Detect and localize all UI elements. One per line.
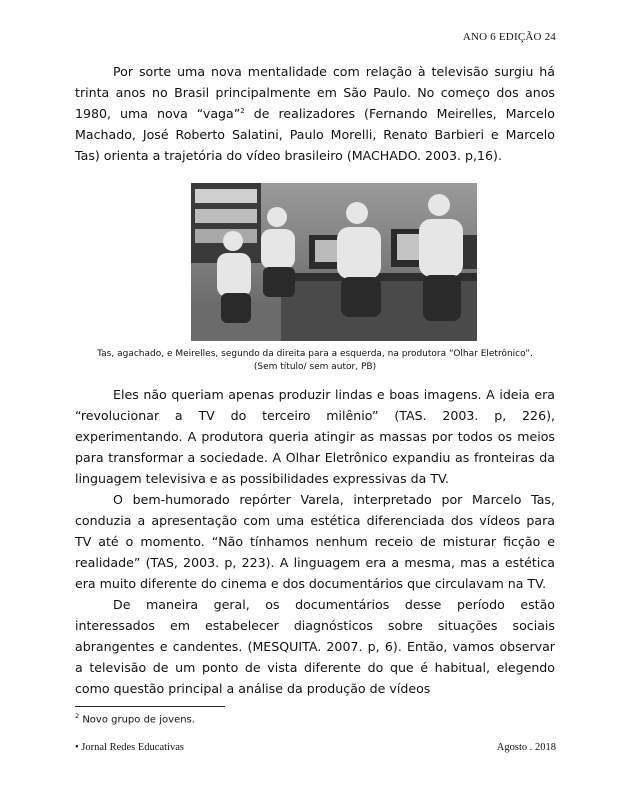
footnote-divider [75, 706, 225, 707]
intro-text-end: de realizadores (Fernando Meirelles, Marcelo Machado, José Roberto Salatini, Paulo Morelli, Renato Barbieri e Marcelo Tas) orienta a trajetória do vídeo brasileiro (MACHADO. 2003. p,16). [75, 106, 555, 163]
issue-header: ANO 6 EDIÇÃO 24 [462, 31, 556, 43]
footer-date: Agosto . 2018 [496, 742, 556, 753]
intro-text-start: Por sorte uma nova mentalidade com relação à televisão surgiu há trinta anos no Brasil principalmente em São Paulo. No começo dos anos 1980, uma nova “vaga” [75, 64, 555, 121]
main-text [75, 384, 555, 699]
caption-line-1: Tas, agachado, e Meirelles, segundo da direita para a esquerda, na produtora “Olhar Eletrônico”. [97, 349, 533, 359]
photo-illustration [191, 183, 477, 341]
footnote-ref[interactable]: 2 [240, 106, 245, 115]
paragraph-2: O bem-humorado repórter Varela, interpretado por Marcelo Tas, conduzia a apresentação com uma estética diferenciada dos vídeos para TV até o momento. “Não tínhamos nenhum receio de misturar ficção e realidade” (TAS, 2003. p, 223). A linguagem era a mesma, mas a estética era muito diferente do cinema e dos documentários que circulavam na TV. [75, 492, 555, 591]
intro-section [75, 61, 555, 166]
paragraph-3: De maneira geral, os documentários desse período estão interessados em estabelecer diagnósticos sobre situações sociais abrangentes e candentes. (MESQUITA. 2007. p, 6). Então, vamos observar a televisão de um ponto de vista diferente do que é habitual, elegendo como questão principal a análise da produção de vídeos [75, 597, 555, 696]
footnote [75, 712, 195, 725]
group-photo [191, 183, 477, 341]
figure-caption [75, 348, 555, 374]
footnote-number: 2 [75, 712, 80, 720]
caption-line-2: (Sem título/ sem autor, PB) [253, 362, 377, 372]
intro-paragraph [75, 61, 555, 166]
footer-journal-name: • Jornal Redes Educativas [75, 742, 184, 753]
paragraph-1: Eles não queriam apenas produzir lindas e boas imagens. A ideia era “revolucionar a TV do terceiro milênio” (TAS. 2003. p, 226), experimentando. A produtora queria atingir as massas por todos os meios para transformar a sociedade. A Olhar Eletrônico expandiu as fronteiras da linguagem televisiva e as possibilidades expressivas da TV. [75, 387, 555, 486]
footnote-text: Novo grupo de jovens. [79, 714, 195, 726]
